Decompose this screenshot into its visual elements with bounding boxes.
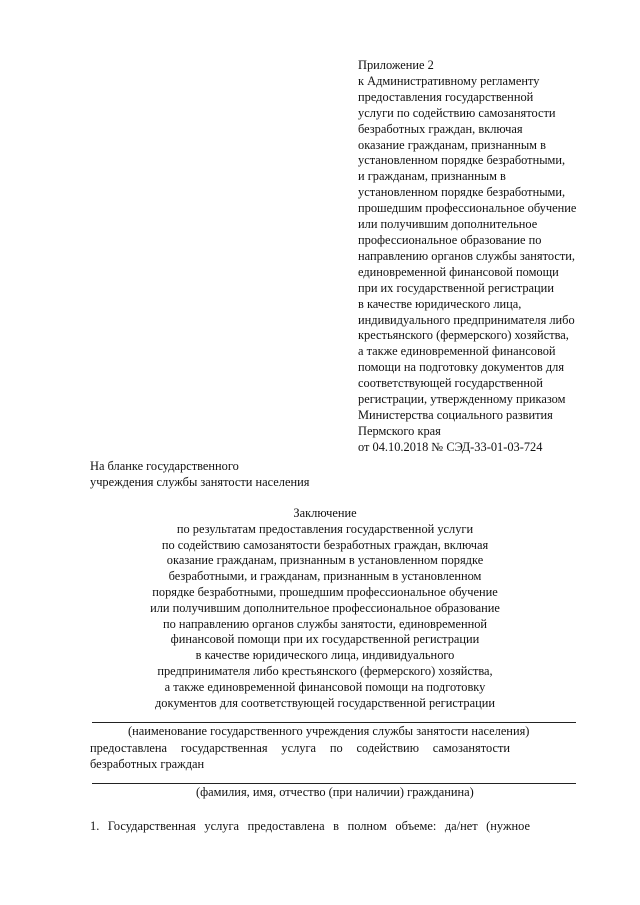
letterhead-note — [90, 458, 410, 490]
conclusion-line: по направлению органов службы занятости, единовременной — [162, 616, 488, 631]
conclusion-line: по результатам предоставления государственной услуги — [176, 521, 474, 536]
appendix-line: установленном порядке безработными, — [358, 153, 566, 168]
conclusion-line: документов для соответствующей государственной регистрации — [154, 695, 496, 710]
conclusion-line: порядке безработными, прошедшим профессиональное обучение — [152, 584, 498, 599]
appendix-header — [358, 58, 628, 456]
item-1-text: 1. Государственная услуга предоставлена в полном объеме: да/нет (нужное — [90, 819, 530, 833]
appendix-line: от 04.10.2018 № СЭД-33-01-03-724 — [358, 439, 543, 454]
appendix-line: а также единовременной финансовой — [358, 344, 556, 359]
service-provided-paragraph — [90, 740, 510, 772]
letterhead-line: учреждения службы занятости населения — [90, 475, 310, 489]
appendix-line: прошедшим профессиональное обучение — [358, 201, 577, 216]
appendix-line: оказание гражданам, признанным в — [358, 137, 546, 152]
conclusion-line: финансовой помощи при их государственной регистрации — [170, 632, 480, 647]
appendix-line: Пермского края — [358, 423, 441, 438]
appendix-line: Министерства социального развития — [358, 407, 553, 422]
appendix-line: Приложение 2 — [358, 58, 434, 72]
appendix-line: установленном порядке безработными, — [358, 185, 566, 200]
conclusion-line: или получившим дополнительное профессиональное образование — [150, 600, 500, 615]
appendix-line: или получившим дополнительное — [358, 217, 538, 232]
appendix-line: помощи на подготовку документов для — [358, 360, 565, 375]
person-caption: (фамилия, имя, отчество (при наличии) гражданина) — [196, 785, 474, 799]
appendix-line: соответствующей государственной — [358, 376, 543, 391]
conclusion-line: а также единовременной финансовой помощи на подготовку — [164, 679, 486, 694]
service-provided-line: предоставлена государственная услуга по содействию самозанятости — [90, 741, 510, 755]
institution-name-line — [92, 722, 576, 723]
appendix-line: направлению органов службы занятости, — [358, 248, 575, 263]
conclusion-line: по содействию самозанятости безработных граждан, включая — [161, 537, 489, 552]
appendix-line: единовременной финансовой помощи — [358, 264, 559, 279]
appendix-line: регистрации, утвержденному приказом — [358, 392, 566, 407]
conclusion-line: предпринимателя либо крестьянского (фермерского) хозяйства, — [157, 663, 493, 678]
appendix-line: и гражданам, признанным в — [358, 169, 506, 184]
appendix-line: безработных граждан, включая — [358, 121, 523, 136]
conclusion-heading — [120, 506, 530, 711]
service-provided-line: безработных граждан — [90, 757, 205, 771]
conclusion-line: оказание гражданам, признанным в установленном порядке — [166, 553, 484, 568]
appendix-line: в качестве юридического лица, — [358, 296, 522, 311]
appendix-line: к Административному регламенту — [358, 73, 540, 88]
conclusion-line: безработными, и гражданам, признанным в установленном — [168, 569, 482, 584]
conclusion-line: в качестве юридического лица, индивидуального — [195, 648, 455, 663]
appendix-line: при их государственной регистрации — [358, 280, 554, 295]
conclusion-title: Заключение — [293, 506, 357, 520]
appendix-line: крестьянского (фермерского) хозяйства, — [358, 328, 569, 343]
person-name-line — [92, 783, 576, 784]
letterhead-line: На бланке государственного — [90, 459, 239, 473]
appendix-line: профессиональное образование по — [358, 232, 542, 247]
appendix-line: предоставления государственной — [358, 89, 534, 104]
appendix-line: услуги по содействию самозанятости — [358, 105, 556, 120]
institution-caption: (наименование государственного учреждения службы занятости населения) — [128, 724, 530, 738]
appendix-line: индивидуального предпринимателя либо — [358, 312, 575, 327]
